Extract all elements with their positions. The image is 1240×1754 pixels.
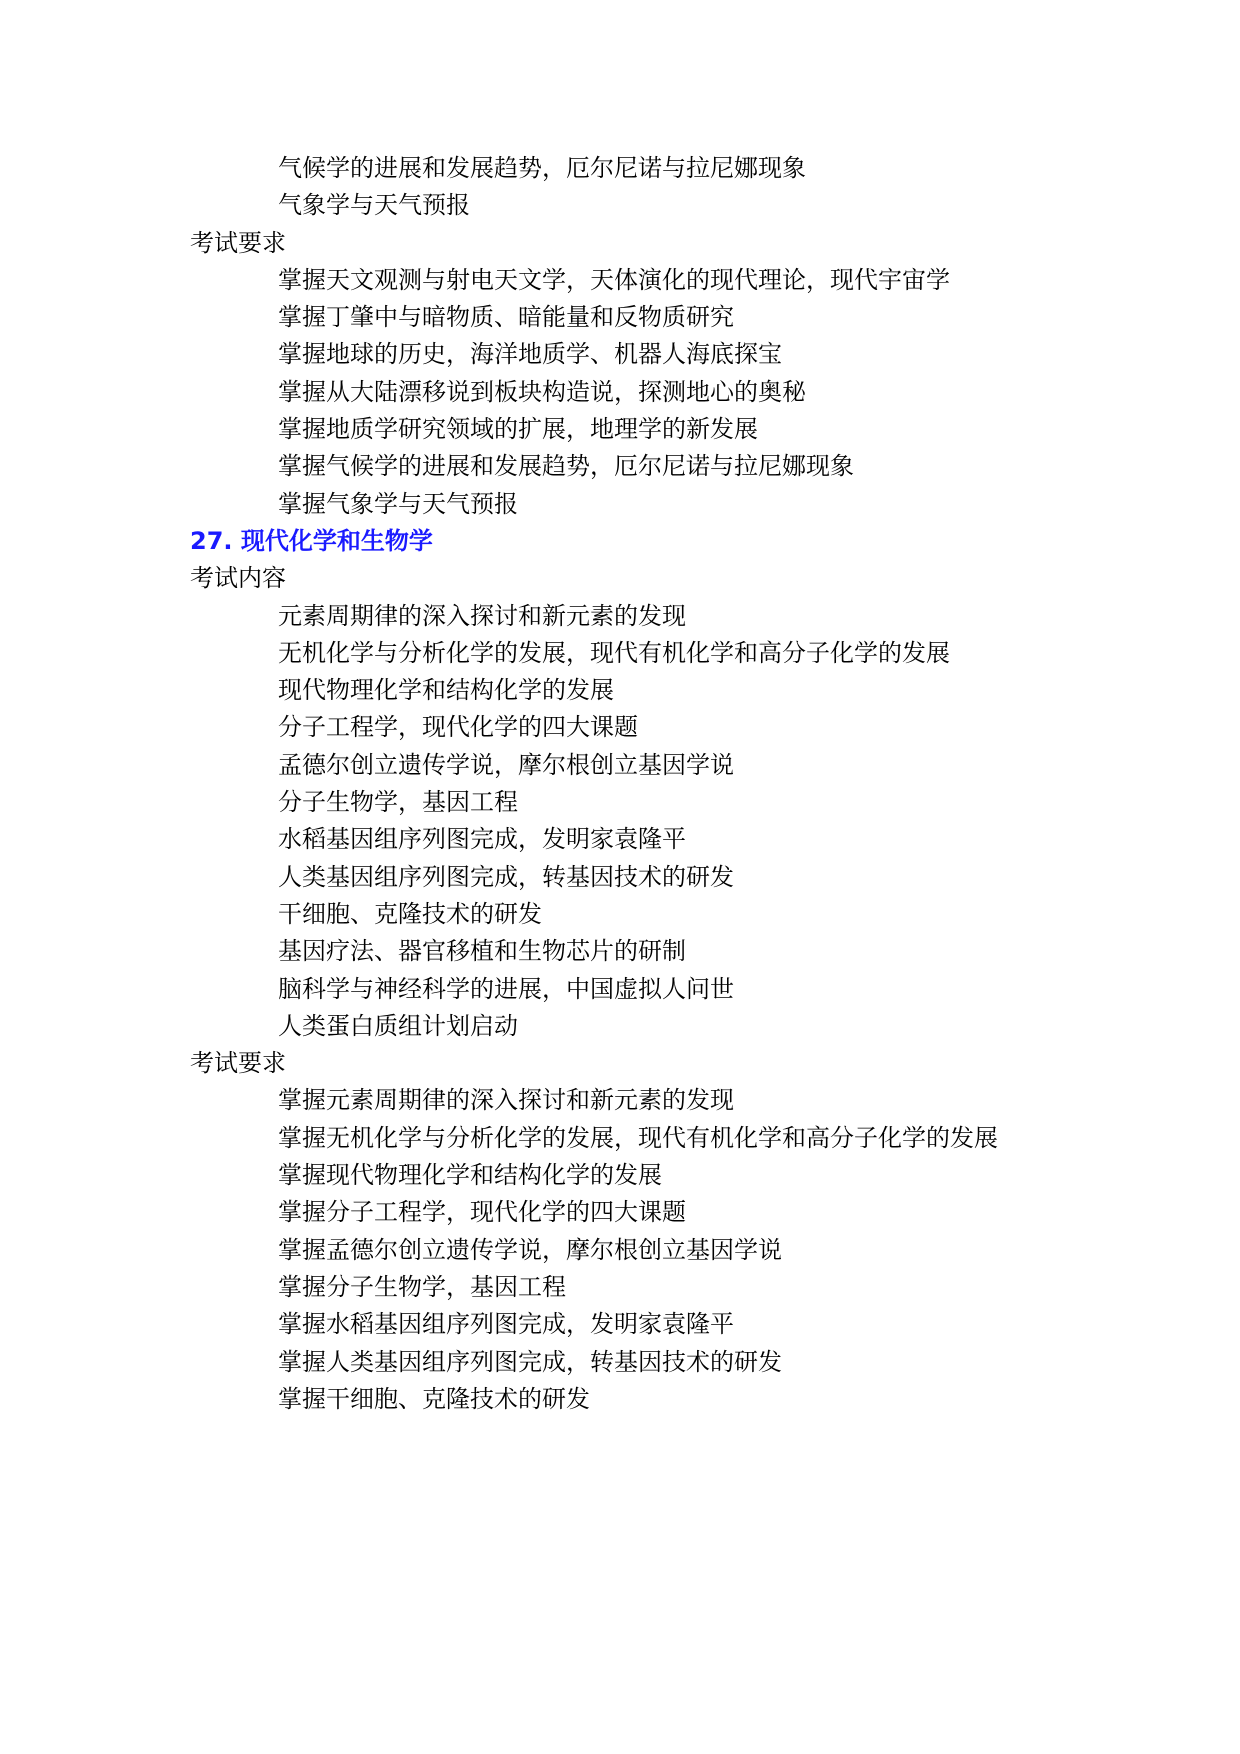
list-item: 掌握干细胞、克隆技术的研发 (278, 1384, 590, 1413)
list-item: 现代物理化学和结构化学的发展 (278, 676, 614, 705)
top-list (0, 150, 1240, 225)
list-item: 元素周期律的深入探讨和新元素的发现 (278, 601, 686, 630)
document-body (0, 150, 1240, 1418)
list-item: 掌握无机化学与分析化学的发展，现代有机化学和高分子化学的发展 (278, 1123, 998, 1152)
exam-requirements-label: 考试要求 (190, 228, 286, 257)
exam-requirements-label: 考试要求 (190, 1049, 286, 1078)
list-item: 人类基因组序列图完成，转基因技术的研发 (278, 862, 734, 891)
list-item: 掌握人类基因组序列图完成，转基因技术的研发 (278, 1347, 782, 1376)
content-list (0, 598, 1240, 1046)
list-item: 掌握水稻基因组序列图完成，发明家袁隆平 (278, 1310, 734, 1339)
list-item: 掌握气候学的进展和发展趋势，厄尔尼诺与拉尼娜现象 (278, 452, 854, 481)
list-item: 掌握地质学研究领域的扩展，地理学的新发展 (278, 415, 758, 444)
list-item: 掌握地球的历史，海洋地质学、机器人海底探宝 (278, 340, 782, 369)
list-item: 掌握丁肇中与暗物质、暗能量和反物质研究 (278, 303, 734, 332)
list-item: 气候学的进展和发展趋势，厄尔尼诺与拉尼娜现象 (278, 154, 806, 182)
list-item: 掌握分子工程学，现代化学的四大课题 (278, 1198, 686, 1227)
section-heading: 27. 现代化学和生物学 (190, 526, 433, 555)
list-item: 掌握分子生物学，基因工程 (278, 1272, 566, 1301)
list-item: 基因疗法、器官移植和生物芯片的研制 (278, 937, 686, 966)
list-item: 人类蛋白质组计划启动 (278, 1011, 518, 1040)
list-item: 掌握孟德尔创立遗传学说，摩尔根创立基因学说 (278, 1235, 782, 1264)
list-item: 无机化学与分析化学的发展，现代有机化学和高分子化学的发展 (278, 638, 950, 667)
exam-content-label: 考试内容 (190, 564, 286, 593)
list-item: 孟德尔创立遗传学说，摩尔根创立基因学说 (278, 750, 734, 779)
list-item: 分子工程学，现代化学的四大课题 (278, 713, 638, 742)
list-item: 干细胞、克隆技术的研发 (278, 899, 542, 928)
list-item: 水稻基因组序列图完成，发明家袁隆平 (278, 825, 686, 854)
list-item: 掌握天文观测与射电天文学，天体演化的现代理论，现代宇宙学 (278, 265, 950, 294)
list-item: 掌握从大陆漂移说到板块构造说，探测地心的奥秘 (278, 377, 806, 406)
list-item: 掌握元素周期律的深入探讨和新元素的发现 (278, 1086, 734, 1115)
requirements-list-2 (0, 1082, 1240, 1418)
requirements-list-1 (0, 262, 1240, 523)
list-item: 掌握现代物理化学和结构化学的发展 (278, 1161, 662, 1190)
list-item: 掌握气象学与天气预报 (278, 489, 518, 518)
list-item: 分子生物学，基因工程 (278, 788, 518, 817)
list-item: 气象学与天气预报 (278, 191, 470, 220)
list-item: 脑科学与神经科学的进展，中国虚拟人问世 (278, 974, 734, 1003)
